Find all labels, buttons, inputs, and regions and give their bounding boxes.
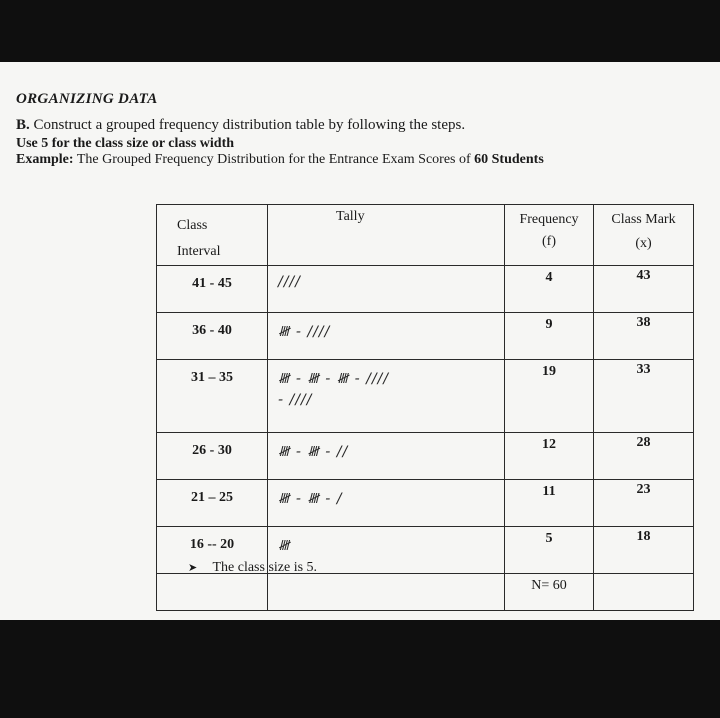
class-mark-cell: 33 bbox=[594, 360, 694, 433]
header-class-line2: Interval bbox=[177, 244, 221, 259]
example-text: The Grouped Frequency Distribution for the Entrance Exam Scores of bbox=[76, 152, 471, 167]
note-text: The class size is 5. bbox=[212, 560, 318, 575]
table-row bbox=[157, 433, 694, 480]
class-interval-cell: 21 – 25 bbox=[157, 480, 268, 527]
frequency-cell: 19 bbox=[505, 360, 594, 433]
page-heading: ORGANIZING DATA bbox=[16, 91, 158, 107]
empty-cell bbox=[594, 574, 694, 611]
class-mark-cell: 43 bbox=[594, 266, 694, 313]
example-label: Example: bbox=[16, 152, 74, 167]
empty-cell bbox=[268, 574, 505, 611]
frequency-cell: 11 bbox=[505, 480, 594, 527]
table-header-row bbox=[157, 205, 694, 266]
class-interval-cell: 26 - 30 bbox=[157, 433, 268, 480]
header-class-line1: Class bbox=[177, 218, 208, 233]
document-page bbox=[0, 62, 720, 620]
table-row bbox=[157, 266, 694, 313]
class-size-instruction: Use 5 for the class size or class width bbox=[16, 136, 235, 151]
tally-cell: 𝍸 bbox=[268, 527, 505, 574]
tally-line1: 𝍸 - 𝍸 - 𝍸 - //// bbox=[278, 371, 389, 387]
tally-cell bbox=[268, 360, 505, 433]
top-black-border bbox=[0, 0, 720, 62]
step-text: Construct a grouped frequency distribution table by following the steps. bbox=[33, 117, 466, 133]
table-row bbox=[157, 360, 694, 433]
header-tally: Tally bbox=[268, 205, 505, 266]
step-instruction bbox=[16, 117, 465, 134]
tally-cell: 𝍸 - 𝍸 - / bbox=[268, 480, 505, 527]
class-interval-cell: 36 - 40 bbox=[157, 313, 268, 360]
header-frequency bbox=[505, 205, 594, 266]
header-freq-line1: Frequency bbox=[519, 212, 579, 227]
class-interval-cell: 16 -- 20 bbox=[157, 527, 268, 574]
tally-cell: //// bbox=[268, 266, 505, 313]
tally-cell: 𝍸 - 𝍸 - // bbox=[268, 433, 505, 480]
class-size-note bbox=[188, 560, 317, 576]
header-mark-line2: (x) bbox=[635, 236, 652, 251]
step-label: B. bbox=[16, 117, 30, 133]
table-total-row bbox=[157, 574, 694, 611]
class-mark-cell: 23 bbox=[594, 480, 694, 527]
header-class-mark bbox=[594, 205, 694, 266]
class-mark-cell: 18 bbox=[594, 527, 694, 574]
frequency-cell: 4 bbox=[505, 266, 594, 313]
table-row bbox=[157, 313, 694, 360]
frequency-cell: 5 bbox=[505, 527, 594, 574]
table-row bbox=[157, 480, 694, 527]
arrow-bullet-icon: ➤ bbox=[188, 562, 198, 574]
class-mark-cell: 38 bbox=[594, 313, 694, 360]
frequency-distribution-table bbox=[156, 204, 694, 611]
header-class-interval bbox=[157, 205, 268, 266]
class-interval-cell: 41 - 45 bbox=[157, 266, 268, 313]
frequency-cell: 12 bbox=[505, 433, 594, 480]
total-frequency-cell: N= 60 bbox=[505, 574, 594, 611]
tally-cell: 𝍸 - //// bbox=[268, 313, 505, 360]
empty-cell bbox=[157, 574, 268, 611]
example-bold-tail: 60 Students bbox=[474, 152, 544, 167]
class-mark-cell: 28 bbox=[594, 433, 694, 480]
tally-line2: - //// bbox=[278, 392, 313, 408]
header-freq-line2: (f) bbox=[542, 234, 556, 249]
frequency-cell: 9 bbox=[505, 313, 594, 360]
class-interval-cell: 31 – 35 bbox=[157, 360, 268, 433]
header-mark-line1: Class Mark bbox=[611, 212, 676, 227]
example-caption bbox=[16, 152, 544, 168]
bottom-black-border bbox=[0, 620, 720, 718]
